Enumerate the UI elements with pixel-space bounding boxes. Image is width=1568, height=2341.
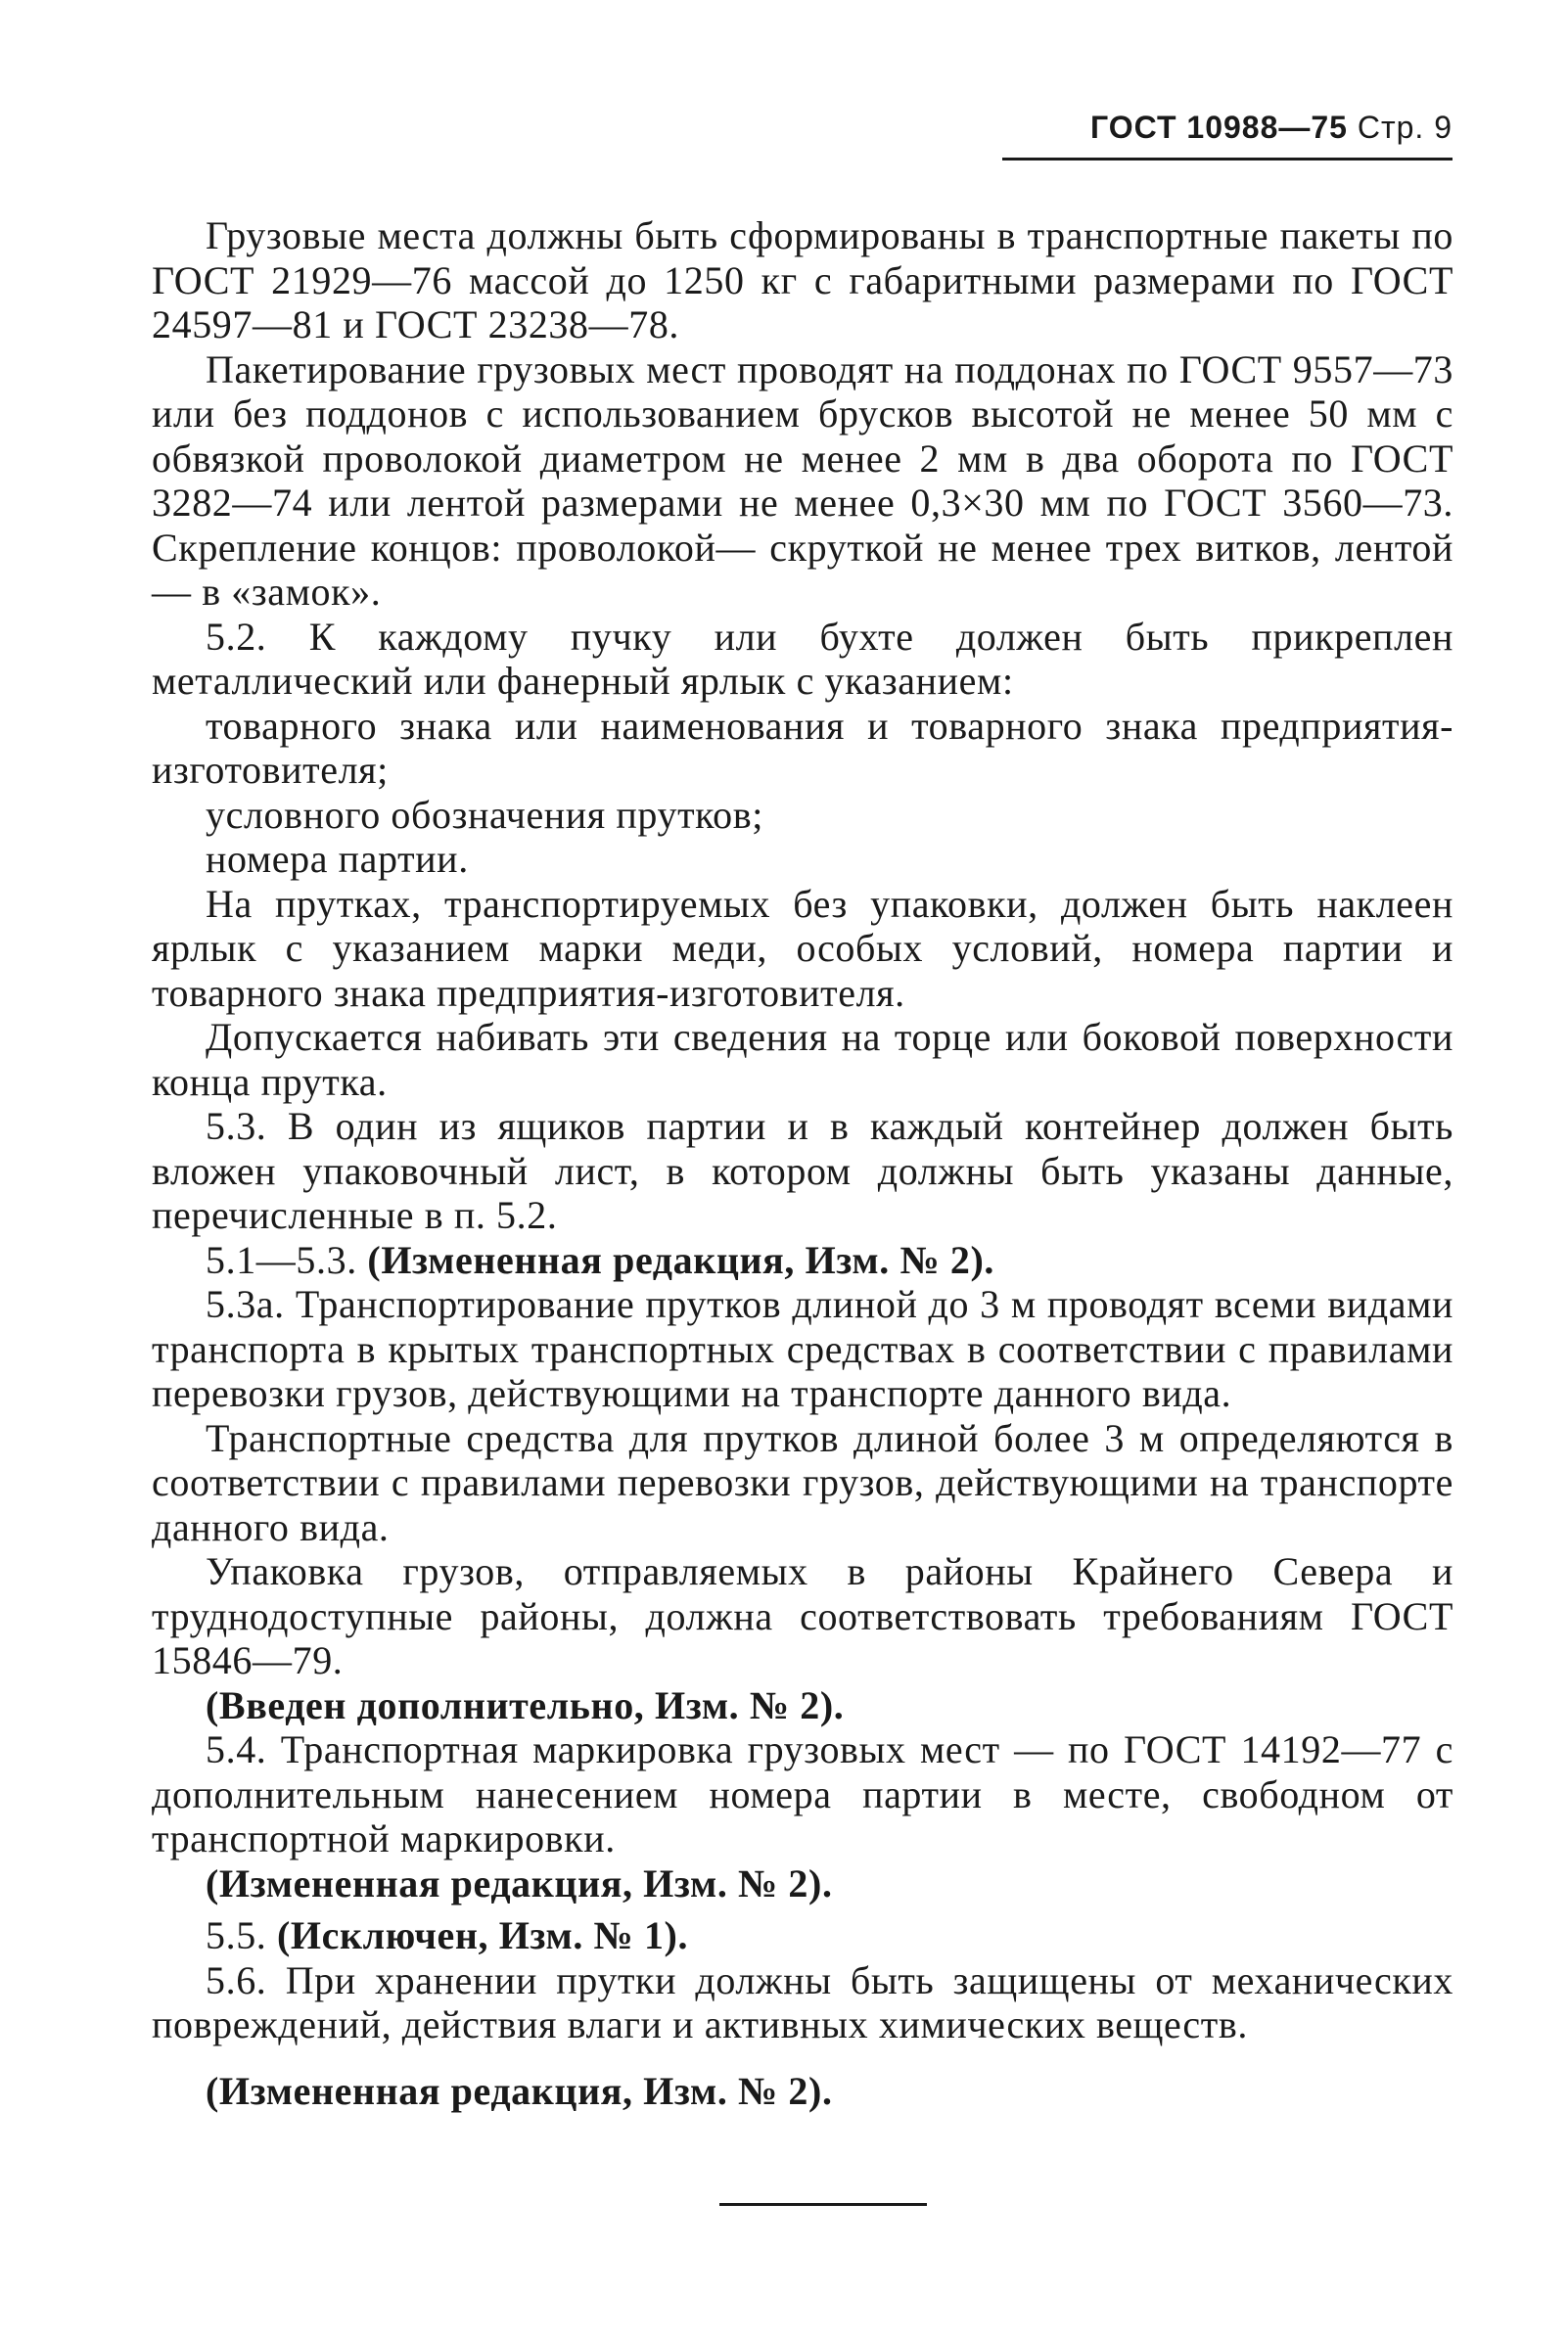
clause-5-2: 5.2. К каждому пучку или бухте должен быть прикреплен металлический или фанерный ярлык с указанием: bbox=[152, 614, 1453, 703]
amendment-text: (Исключен, Изм. № 1). bbox=[277, 1913, 689, 1957]
paragraph-packets: Грузовые места должны быть сформированы в транспортные пакеты по ГОСТ 21929—76 массой до 1250 кг с габаритными размерами по ГОСТ 24597—81 и ГОСТ 23238—78. bbox=[152, 213, 1453, 346]
paragraph-north: Упаковка грузов, отправляемых в районы Крайнего Севера и труднодоступные районы, должна соответствовать требованиям ГОСТ 15846—79. bbox=[152, 1549, 1453, 1682]
amendment-note: (Введен дополнительно, Изм. № 2). bbox=[206, 1682, 845, 1727]
clause-5-4: 5.4. Транспортная маркировка грузовых мест — по ГОСТ 14192—77 с дополнительным нанесением номера партии в месте, свободном от транспортной маркировки. bbox=[152, 1727, 1453, 1860]
paragraph-label: На прутках, транспортируемых без упаковки, должен быть наклеен ярлык с указанием марки меди, особых условий, номера партии и товарного знака предприятия-изготовителя. bbox=[152, 881, 1453, 1015]
paragraph-stamp: Допускается набивать эти сведения на торце или боковой поверхности конца прутка. bbox=[152, 1015, 1453, 1104]
amendment-note: (Измененная редакция, Изм. № 2). bbox=[206, 1860, 833, 1905]
document-code: ГОСТ 10988—75 bbox=[1090, 110, 1348, 145]
list-item: условного обозначения прутков; bbox=[206, 792, 763, 837]
clause-number: 5.5. bbox=[206, 1913, 267, 1957]
clause-5-3: 5.3. В один из ящиков партии и в каждый контейнер должен быть вложен упаковочный лист, в котором должны быть указаны данные, перечисленные в п. 5.2. bbox=[152, 1104, 1453, 1237]
clause-5-5 bbox=[152, 1913, 1453, 1958]
amendment-text: (Измененная редакция, Изм. № 2). bbox=[367, 1237, 994, 1282]
paragraph-transport: Транспортные средства для прутков длиной более 3 м определяются в соответствии с правилами перевозки грузов, действующими на транспорте данного вида. bbox=[152, 1415, 1453, 1549]
amendment-note: (Измененная редакция, Изм. № 2). bbox=[206, 2068, 833, 2113]
end-divider bbox=[719, 2203, 927, 2206]
clause-range: 5.1—5.3. bbox=[206, 1237, 357, 1282]
list-item: номера партии. bbox=[206, 837, 469, 881]
page-number: Стр. 9 bbox=[1357, 110, 1453, 145]
paragraph-packaging: Пакетирование грузовых мест проводят на поддонах по ГОСТ 9557—73 или без поддонов с использованием брусков высотой не менее 50 мм с обвязкой проволокой диаметром не менее 2 мм в два оборота по ГОСТ 3282—74 или лентой размерами не менее 0,3×30 мм по ГОСТ 3560—73. Скрепление концов: проволокой— скруткой не менее трех витков, лентой — в «замок». bbox=[152, 346, 1453, 614]
amendment-note bbox=[152, 1238, 1453, 1283]
clause-5-3a: 5.3а. Транспортирование прутков длиной до 3 м проводят всеми видами транспорта в крытых транспортных средствах в соответствии с правилами перевозки грузов, действующими на транспорте данного вида. bbox=[152, 1282, 1453, 1415]
clause-5-6: 5.6. При хранении прутки должны быть защищены от механических повреждений, действия влаги и активных химических веществ. bbox=[152, 1957, 1453, 2046]
list-item: товарного знака или наименования и товарного знака предприятия-изготовителя; bbox=[152, 703, 1453, 792]
document-body bbox=[152, 213, 1453, 2113]
page-header bbox=[1002, 110, 1453, 161]
